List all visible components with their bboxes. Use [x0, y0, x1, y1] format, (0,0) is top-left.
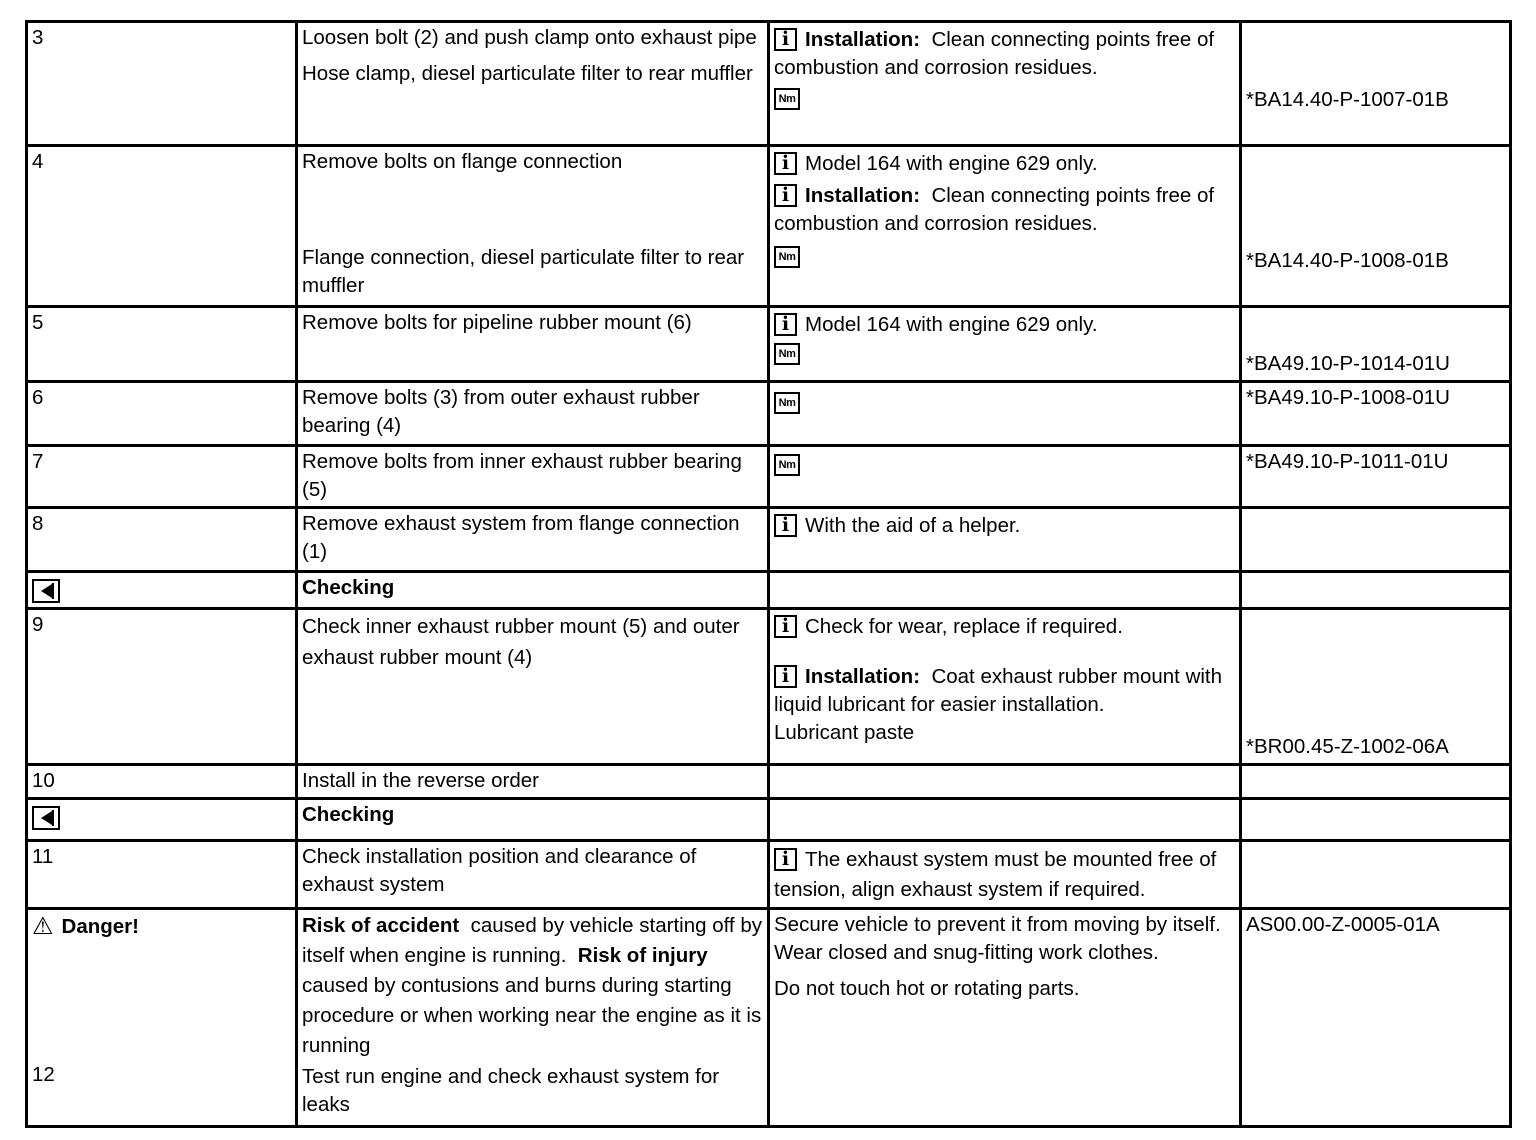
reference-code: *BA14.40-P-1007-01B [1246, 88, 1449, 111]
risk-label: Risk of injury [577, 944, 708, 967]
note-text: The exhaust system must be mounted free of tension, align exhaust system if required. [774, 848, 1217, 901]
step-action: Remove bolts for pipeline rubber mount (6) [297, 307, 769, 382]
info-icon: i [774, 665, 797, 688]
step-reference [1241, 508, 1511, 572]
reference-code: *BA49.10-P-1014-01U [1246, 352, 1450, 375]
action-text: Flange connection, diesel particulate filter to rear muffler [302, 246, 745, 297]
info-icon: i [774, 514, 797, 537]
risk-label: Risk of accident [302, 914, 460, 937]
section-heading: Checking [297, 572, 769, 609]
empty-cell [769, 799, 1241, 841]
empty-cell [1241, 799, 1511, 841]
step-number: 10 [27, 765, 297, 799]
note-text: Check for wear, replace if required. [805, 615, 1123, 638]
note-text: Coat exhaust rubber mount with liquid lubricant for easier installation. [774, 665, 1223, 716]
safety-measures [769, 909, 1241, 1127]
procedure-table [25, 20, 1512, 1128]
step-notes [769, 609, 1241, 765]
step-notes [769, 446, 1241, 508]
table-row [27, 609, 1511, 765]
info-icon: i [774, 313, 797, 336]
torque-icon: Nm [774, 392, 800, 414]
danger-label: Danger! [61, 915, 139, 938]
info-icon: i [774, 28, 797, 51]
action-text: Hose clamp, diesel particulate filter to rear muffler [302, 62, 753, 85]
step-action: Check installation position and clearance of exhaust system [297, 841, 769, 909]
action-text: Remove bolts on flange connection [302, 150, 623, 173]
torque-icon: Nm [774, 246, 800, 268]
step-action [297, 22, 769, 146]
warning-icon: ⚠ [32, 913, 54, 940]
step-action [297, 909, 769, 1127]
risk-text: caused by vehicle starting off by itself when engine is running. [302, 914, 762, 967]
torque-icon: Nm [774, 343, 800, 365]
step-action: Remove bolts (3) from outer exhaust rubber bearing (4) [297, 382, 769, 446]
empty-cell [1241, 765, 1511, 799]
step-number: 5 [27, 307, 297, 382]
info-icon: i [774, 184, 797, 207]
table-row [27, 841, 1511, 909]
note-label: Installation: [805, 28, 921, 51]
step-reference [1241, 146, 1511, 307]
measure-text: Wear closed and snug-fitting work clothes. [774, 941, 1159, 964]
empty-cell [1241, 572, 1511, 609]
section-heading-row [27, 572, 1511, 609]
table-row [27, 446, 1511, 508]
section-heading-row [27, 799, 1511, 841]
measure-text: Do not touch hot or rotating parts. [774, 977, 1080, 1000]
note-text: Lubricant paste [774, 721, 915, 744]
step-reference: *BA49.10-P-1008-01U [1241, 382, 1511, 446]
step-action: Install in the reverse order [297, 765, 769, 799]
checking-icon [32, 579, 60, 603]
reference-code: *BA14.40-P-1008-01B [1246, 249, 1449, 272]
step-reference [1241, 609, 1511, 765]
torque-icon: Nm [774, 88, 800, 110]
step-number: 9 [27, 609, 297, 765]
info-icon: i [774, 848, 797, 871]
step-notes [769, 22, 1241, 146]
step-number: 4 [27, 146, 297, 307]
step-number: 12 [32, 1063, 55, 1086]
checking-icon [32, 806, 60, 830]
step-reference: AS00.00-Z-0005-01A [1241, 909, 1511, 1127]
empty-cell [769, 765, 1241, 799]
note-label: Installation: [805, 665, 921, 688]
note-text: Clean connecting points free of combustion and corrosion residues. [774, 28, 1215, 79]
torque-icon: Nm [774, 454, 800, 476]
info-icon: i [774, 615, 797, 638]
table-row [27, 382, 1511, 446]
step-action: Remove bolts from inner exhaust rubber bearing (5) [297, 446, 769, 508]
step-number: 6 [27, 382, 297, 446]
note-text: Model 164 with engine 629 only. [805, 152, 1098, 175]
step-notes [769, 146, 1241, 307]
step-number: 3 [27, 22, 297, 146]
section-heading: Checking [297, 799, 769, 841]
step-reference [1241, 307, 1511, 382]
measure-text: Secure vehicle to prevent it from moving by itself. [774, 913, 1221, 936]
action-text: Test run engine and check exhaust system for leaks [302, 1065, 720, 1116]
step-notes [769, 307, 1241, 382]
risk-text: caused by contusions and burns during starting procedure or when working near the engine as it is running [302, 974, 762, 1057]
step-notes [769, 841, 1241, 909]
empty-cell [769, 572, 1241, 609]
note-label: Installation: [805, 184, 921, 207]
step-number: 11 [27, 841, 297, 909]
step-notes [769, 508, 1241, 572]
step-number: 7 [27, 446, 297, 508]
table-row [27, 508, 1511, 572]
note-text: Model 164 with engine 629 only. [805, 313, 1098, 336]
action-text: Loosen bolt (2) and push clamp onto exhaust pipe [302, 26, 757, 49]
note-text: With the aid of a helper. [805, 514, 1021, 537]
note-text: Clean connecting points free of combustion and corrosion residues. [774, 184, 1215, 235]
step-reference [1241, 22, 1511, 146]
danger-cell [27, 909, 297, 1127]
step-action: Remove exhaust system from flange connection (1) [297, 508, 769, 572]
table-row [27, 22, 1511, 146]
reference-code: *BR00.45-Z-1002-06A [1246, 735, 1449, 758]
table-row [27, 307, 1511, 382]
checking-icon-cell [27, 799, 297, 841]
step-action: Check inner exhaust rubber mount (5) and outer exhaust rubber mount (4) [297, 609, 769, 765]
step-number: 8 [27, 508, 297, 572]
table-row [27, 909, 1511, 1127]
empty-cell [1241, 841, 1511, 909]
info-icon: i [774, 152, 797, 175]
table-row [27, 146, 1511, 307]
step-action [297, 146, 769, 307]
step-notes [769, 382, 1241, 446]
step-reference: *BA49.10-P-1011-01U [1241, 446, 1511, 508]
table-row [27, 765, 1511, 799]
checking-icon-cell [27, 572, 297, 609]
